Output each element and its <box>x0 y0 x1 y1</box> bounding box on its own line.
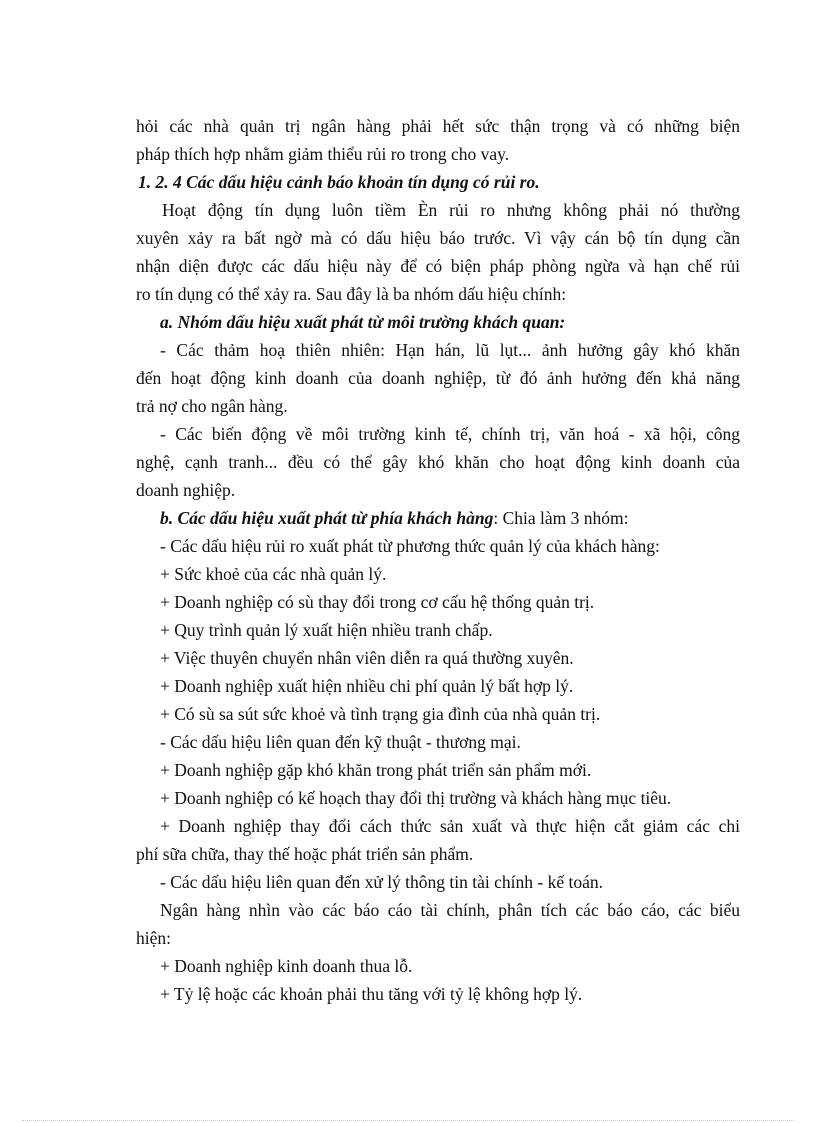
list-item-plus: + Sức khoẻ của các nhà quản lý. <box>160 564 387 584</box>
body-line: đến hoạt động kinh doanh của doanh nghiệp, từ đó ảnh hưởng đến khả năng <box>136 368 740 388</box>
body-line: nghệ, cạnh tranh... đều có thể gây khó khăn cho hoạt động kinh doanh của <box>136 452 740 472</box>
body-line: doanh nghiệp. <box>136 480 236 500</box>
subheading-b <box>160 508 629 528</box>
list-item-plus: + Tỷ lệ hoặc các khoản phải thu tăng với tỷ lệ không hợp lý. <box>160 984 583 1004</box>
list-item-plus: + Doanh nghiệp có sù thay đổi trong cơ cấu hệ thống quản trị. <box>160 592 595 612</box>
body-line: phí sữa chữa, thay thế hoặc phát triển sản phẩm. <box>136 844 474 864</box>
list-item-dash: - Các dấu hiệu liên quan đến kỹ thuật - thương mại. <box>160 732 521 752</box>
list-item-plus: + Có sù sa sút sức khoẻ và tình trạng gia đình của nhà quản trị. <box>160 704 601 724</box>
section-heading: 1. 2. 4 Các dấu hiệu cảnh báo khoản tín dụng có rủi ro. <box>138 172 540 192</box>
list-item-plus: + Việc thuyên chuyển nhân viên diễn ra quá thường xuyên. <box>160 648 574 668</box>
list-item-dash: - Các dấu hiệu rủi ro xuất phát từ phương thức quản lý của khách hàng: <box>160 536 660 556</box>
page-bottom-divider <box>22 1120 794 1121</box>
body-line: xuyên xảy ra bất ngờ mà có dấu hiệu báo trước. Vì vậy cán bộ tín dụng cần <box>136 228 740 248</box>
body-line: hỏi các nhà quản trị ngân hàng phải hết sức thận trọng và có những biện <box>136 116 740 136</box>
subheading-b-title: b. Các dấu hiệu xuất phát từ phía khách hàng <box>160 508 494 528</box>
body-line: pháp thích hợp nhằm giảm thiểu rủi ro trong cho vay. <box>136 144 510 164</box>
list-item-plus: + Doanh nghiệp xuất hiện nhiều chi phí quản lý bất hợp lý. <box>160 676 574 696</box>
list-item-plus: + Doanh nghiệp thay đổi cách thức sản xuất và thực hiện cắt giảm các chi <box>160 816 740 836</box>
list-item-dash: - Các dấu hiệu liên quan đến xử lý thông tin tài chính - kế toán. <box>160 872 603 892</box>
subheading-a: a. Nhóm dấu hiệu xuất phát từ môi trường khách quan: <box>160 312 566 332</box>
list-item-dash: - Các thảm hoạ thiên nhiên: Hạn hán, lũ lụt... ảnh hưởng gây khó khăn <box>160 340 740 360</box>
subheading-b-note: : Chia làm 3 nhóm: <box>493 508 629 528</box>
body-line: Hoạt động tín dụng luôn tiềm Èn rủi ro nhưng không phải nó thường <box>162 200 740 220</box>
body-line: hiện: <box>136 928 171 948</box>
list-item-plus: + Doanh nghiệp gặp khó khăn trong phát triển sản phẩm mới. <box>160 760 592 780</box>
body-line: ro tín dụng có thể xảy ra. Sau đây là ba nhóm dấu hiệu chính: <box>136 284 567 304</box>
list-item-plus: + Doanh nghiệp kinh doanh thua lỗ. <box>160 956 413 976</box>
body-line: trả nợ cho ngân hàng. <box>136 396 288 416</box>
list-item-plus: + Quy trình quản lý xuất hiện nhiều tranh chấp. <box>160 620 493 640</box>
list-item-plus: + Doanh nghiệp có kế hoạch thay đổi thị trường và khách hàng mục tiêu. <box>160 788 672 808</box>
body-line: Ngân hàng nhìn vào các báo cáo tài chính, phân tích các báo cáo, các biểu <box>160 900 740 920</box>
list-item-dash: - Các biến động về môi trường kinh tế, chính trị, văn hoá - xã hội, công <box>160 424 740 444</box>
body-line: nhận diện được các dấu hiệu này để có biện pháp phòng ngừa và hạn chế rủi <box>136 256 740 276</box>
